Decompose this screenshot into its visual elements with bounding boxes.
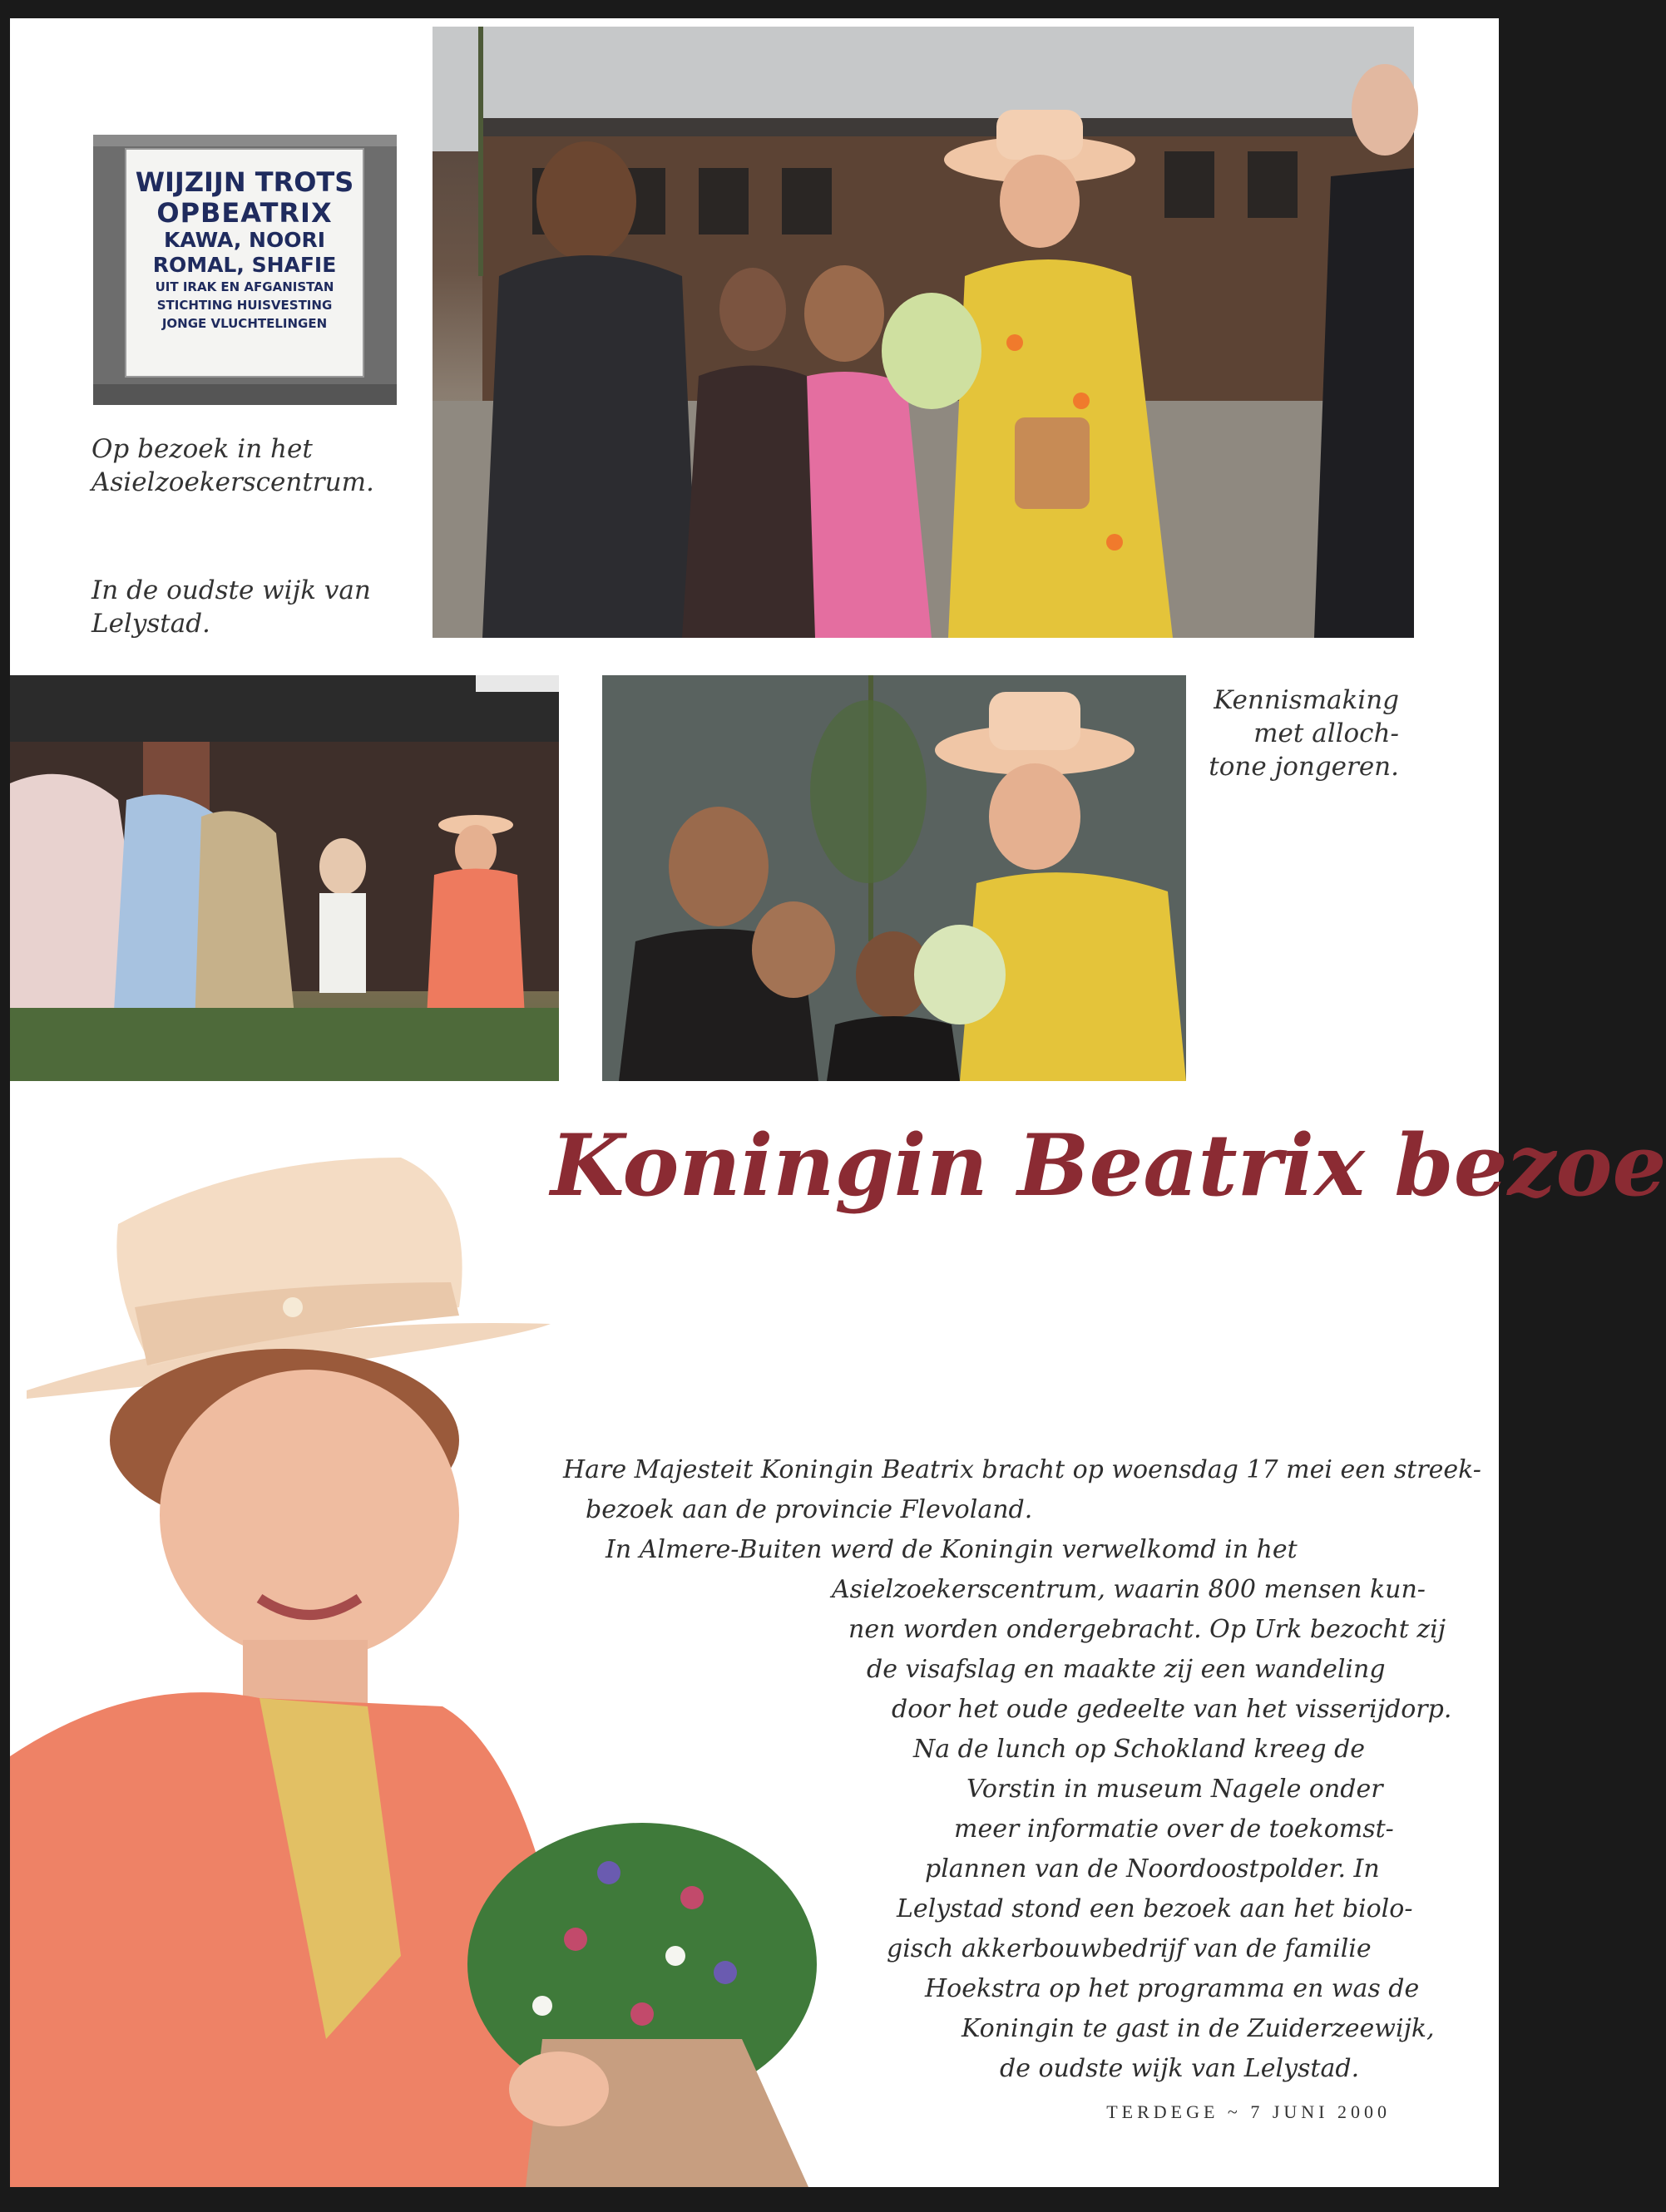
portrait-queen-beatrix	[10, 1124, 892, 2187]
photo-queen-asylum-centre	[433, 27, 1414, 638]
body-line: Hare Majesteit Koningin Beatrix bracht op woensdag 17 mei een streek-	[563, 1455, 1481, 1484]
sign-line: KAWA, NOORI	[163, 228, 326, 252]
caption-kennismaking	[1116, 684, 1399, 783]
body-line: In Almere-Buiten werd de Koningin verwelkomd in het	[606, 1535, 1298, 1564]
caption-line: Lelystad.	[91, 609, 210, 639]
caption-asielzoekerscentrum	[91, 432, 441, 499]
caption-line: Asielzoekerscentrum.	[91, 467, 374, 497]
body-line: plannen van de Noordoostpolder. In	[925, 1854, 1380, 1884]
sign-line: JONGE VLUCHTELINGEN	[161, 316, 328, 331]
banner-photo	[93, 135, 397, 405]
body-line: Hoekstra op het programma en was de	[925, 1974, 1420, 2003]
sign-line: WIJZIJN TROTS	[135, 166, 354, 198]
photo-illustration	[433, 27, 1414, 638]
caption-line: met alloch-	[1253, 718, 1399, 748]
article-title: Koningin Beatrix bezoe	[551, 1116, 1666, 1216]
body-line: Asielzoekerscentrum, waarin 800 mensen kun-	[832, 1575, 1426, 1604]
body-line: door het oude gedeelte van het visserijdorp.	[892, 1695, 1452, 1724]
body-line: de oudste wijk van Lelystad.	[1000, 2054, 1360, 2083]
caption-line: tone jongeren.	[1209, 752, 1399, 782]
sign-line: UIT IRAK EN AFGANISTAN	[155, 279, 334, 294]
body-line: Na de lunch op Schokland kreeg de	[913, 1735, 1366, 1764]
caption-line: Op bezoek in het	[91, 434, 313, 464]
sign-line: ROMAL, SHAFIE	[152, 253, 337, 277]
photo-illustration	[602, 675, 1186, 1081]
body-line: Vorstin in museum Nagele onder	[966, 1775, 1383, 1804]
body-line: bezoek aan de provincie Flevoland.	[586, 1495, 1033, 1524]
photo-allochtone-jongeren	[602, 675, 1186, 1081]
caption-line: Kennismaking	[1214, 685, 1399, 715]
sign-line: OPBEATRIX	[156, 197, 333, 229]
body-line: Lelystad stond een bezoek aan het biolo-	[897, 1894, 1413, 1923]
photo-zuiderzeewijk	[10, 675, 559, 1081]
welcome-sign	[125, 148, 364, 378]
caption-oudste-wijk	[91, 574, 441, 640]
page-footer: TERDEGE ~ 7 JUNI 2000	[1106, 2101, 1391, 2122]
portrait-illustration	[10, 1124, 892, 2187]
body-line: de visafslag en maakte zij een wandeling	[867, 1655, 1386, 1684]
body-line: gisch akkerbouwbedrijf van de familie	[887, 1934, 1372, 1963]
caption-line: In de oudste wijk van	[91, 575, 371, 605]
photo-illustration	[10, 675, 559, 1081]
magazine-page	[10, 18, 1666, 2187]
sign-line: STICHTING HUISVESTING	[156, 298, 333, 313]
body-line: nen worden ondergebracht. Op Urk bezocht zij	[848, 1615, 1446, 1644]
body-line: Koningin te gast in de Zuiderzeewijk,	[962, 2014, 1435, 2043]
body-line: meer informatie over de toekomst-	[954, 1815, 1394, 1844]
